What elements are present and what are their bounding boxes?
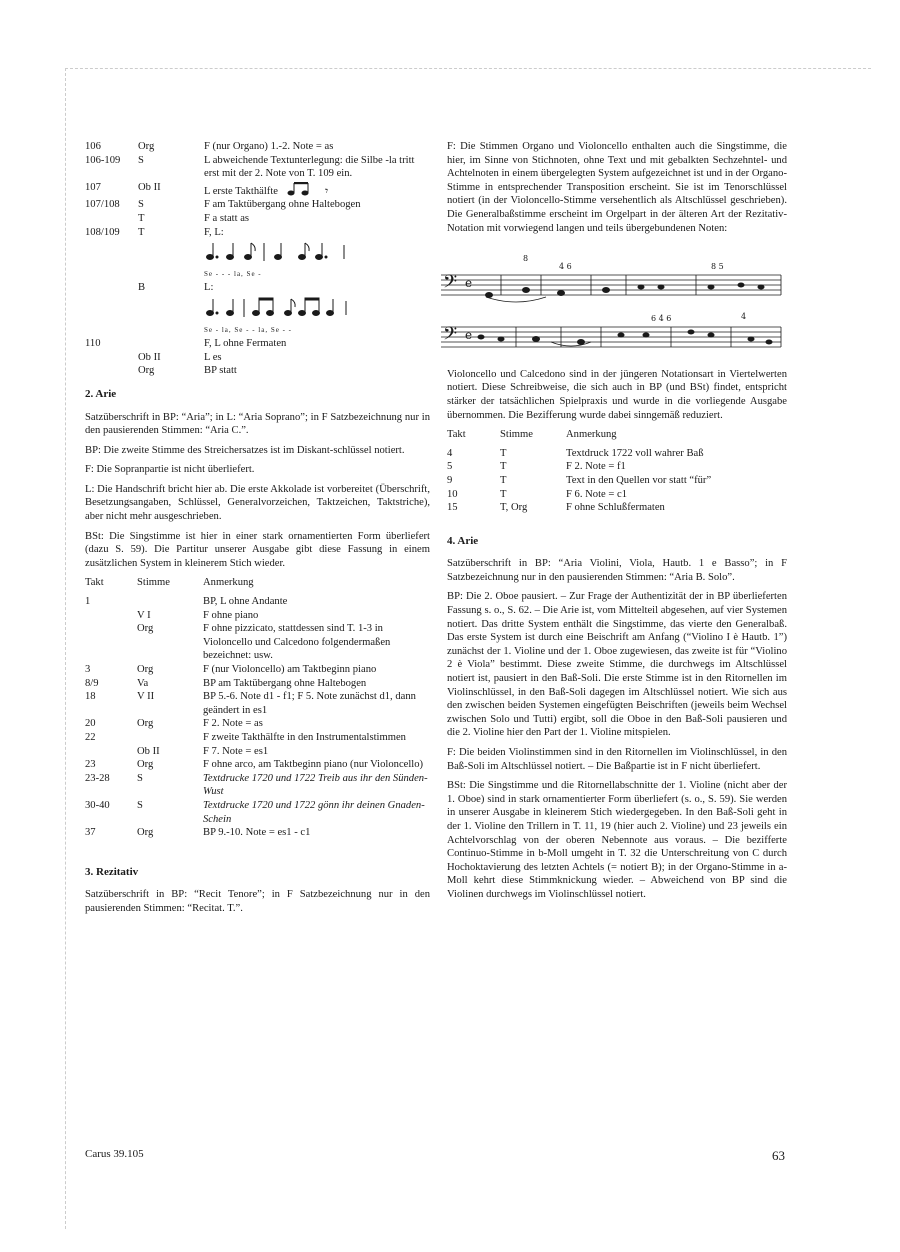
anmerkung: F 2. Note = as <box>203 718 263 730</box>
table-row <box>447 474 787 488</box>
paragraph: F: Die Stimmen Organo und Violoncello enthalten auch die Singstimme, die hier, im Sinne von Stichnoten, ohne Text und mit gebalkten Sechzehntel- und Achtelnoten in einem übergelegten System aufgezeichnet ist und in der Organo-Stimme in entsprechender Transposition erscheint. Sie ist im Tenorschlüssel notiert (in der Violoncello-Stimme versehentlich als Altschlüssel geschrieben). Die Generalbaßstimme erscheint im Orgelpart in der älteren Art der Rezitativ-Notation mit vorwiegend langen und teils übergebundenen Noten: <box>447 141 787 234</box>
paragraph: BSt: Die Singstimme und die Ritornellabschnitte der 1. Violine (nicht aber der 1. Oboe) sind in stark ornamentierter Form überliefert (s. o., S. 59). Sie werden in unserer Ausgabe in kleinerem Stich wiedergegeben. In den Baß-Soli geht in der 1. Violine den Trillern in T. 11, 19 (hier auch 2. Violine) und 23 jeweils ein Achtelvorschlag von der oberen Nebennote aus voraus. – Die bezifferte Continuo-Stimme in b-Moll umgeht in T. 32 die Unterschreitung von C durch Hochoktavierung des letzten Achtels (= notiert B); in der Organo-Stimme in a-Moll kehrt diese Stimmknickung wieder. – Abweichend von BP sind die Violinen durchwegs im Violinschlüssel notiert. <box>447 780 787 900</box>
table-row <box>447 460 787 474</box>
bass-staff-notation <box>441 247 786 357</box>
stimme: S <box>137 772 143 784</box>
table-row <box>85 731 430 745</box>
table-row <box>85 198 430 212</box>
paragraph: Satzüberschrift in BP: “Aria Violini, Viola, Hautb. 1 e Basso”; in F Satzbezeichnung nur in den pausierenden Stimmen: “Aria B. Solo”. <box>447 558 787 583</box>
anmerkung: F ohne pizzicato, stattdessen sind T. 1-3 in Violoncello und Calcedono folgendermaßen bezeichnet: usw. <box>203 623 391 662</box>
svg-text:𝄢: 𝄢 <box>443 272 458 298</box>
anmerkung-text: L: <box>204 282 214 294</box>
takt: 9 <box>447 474 453 486</box>
takt: 23-28 <box>85 772 110 784</box>
stimme: S <box>138 199 144 211</box>
takt: 107 <box>85 181 101 193</box>
anmerkung: BP statt <box>204 365 237 377</box>
svg-text:e: e <box>465 276 473 291</box>
anmerkung: BP, L ohne Andante <box>203 596 288 608</box>
lyrics: Se - la, Se - - la, Se - - <box>204 325 293 334</box>
section-title: 3. Rezitativ <box>85 865 139 878</box>
svg-text:4: 4 <box>741 312 747 322</box>
top-table <box>85 140 430 378</box>
takt <box>85 622 137 663</box>
header-stimme: Stimme <box>500 429 533 441</box>
takt: 20 <box>85 718 96 730</box>
music-notation-icon <box>204 239 364 263</box>
table-row <box>85 622 430 663</box>
stimme: Org <box>137 623 154 635</box>
table-row <box>85 337 430 351</box>
anmerkung <box>204 226 430 282</box>
paragraph: F: Die beiden Violinstimmen sind in den Ritornellen im Violinschlüssel, in den Baß-Soli im Altschlüssel notiert. – Die Baßpartie ist in F nicht überliefert. <box>447 747 787 772</box>
svg-text:8: 8 <box>523 254 529 264</box>
anmerkung: Textdruck 1722 voll wahrer Baß <box>566 447 704 459</box>
takt <box>85 364 138 378</box>
table-row <box>85 799 430 826</box>
anmerkung <box>204 281 430 337</box>
table-row <box>85 140 430 154</box>
right-column <box>443 140 787 908</box>
table-arie <box>85 576 430 839</box>
anmerkung: F ohne arco, am Taktbeginn piano (nur Violoncello) <box>203 759 424 771</box>
header-takt: Takt <box>85 577 104 589</box>
anmerkung: Textdrucke 1720 und 1722 Treib aus ihr den Sünden-Wust <box>203 772 428 798</box>
svg-text:4 6: 4 6 <box>559 262 572 272</box>
stimme: Org <box>137 759 154 771</box>
anmerkung: BP am Taktübergang ohne Haltebogen <box>203 677 367 689</box>
anmerkung: Text in den Quellen vor statt “für” <box>566 474 712 486</box>
table-row <box>447 447 787 461</box>
table-row <box>447 488 787 502</box>
table-header <box>447 428 787 447</box>
stimme: Org <box>137 827 154 839</box>
anmerkung: F a statt as <box>204 212 250 224</box>
svg-text:8 5: 8 5 <box>711 262 724 272</box>
anmerkung: BP 5.-6. Note d1 - f1; F 5. Note zunächst d1, dann geändert in es1 <box>203 691 416 716</box>
anmerkung: BP 9.-10. Note = es1 - c1 <box>203 827 311 839</box>
takt: 4 <box>447 447 453 459</box>
page-number: 63 <box>772 1148 785 1163</box>
header-takt: Takt <box>447 429 466 441</box>
paragraph: BP: Die zweite Stimme des Streichersatzes ist im Diskant-schlüssel notiert. <box>85 444 405 456</box>
takt: 37 <box>85 827 96 839</box>
table-row <box>85 772 430 799</box>
svg-text:e: e <box>465 328 473 343</box>
stimme: T <box>500 461 507 473</box>
paragraph: Satzüberschrift in BP: “Recit Tenore”; in F Satzbezeichnung nur in den pausierenden Stimmen: “Recitat. T.”. <box>85 889 430 914</box>
anmerkung: F (nur Organo) 1.-2. Note = as <box>204 141 334 152</box>
publisher-number: Carus 39.105 <box>85 1148 144 1160</box>
stimme: Org <box>138 141 155 152</box>
paragraph: Violoncello und Calcedono sind in der jüngeren Notationsart in Viertelwerten notiert. Diese Schreibweise, die sich auch in BP (und BSt) findet, entspricht stärker der tatsächlichen Spielpraxis und wurde in die vorliegende Ausgabe übernommen. Die Bezifferung wurde dabei sinngemäß reduziert. <box>447 368 787 421</box>
takt: 106-109 <box>85 154 121 166</box>
table-rezitativ <box>447 428 787 515</box>
anmerkung: F, L ohne Fermaten <box>204 338 287 350</box>
table-row <box>85 154 430 181</box>
takt: 23 <box>85 759 96 771</box>
table-row <box>85 690 430 717</box>
anmerkung-text: L erste Takthälfte <box>204 185 278 197</box>
anmerkung: F 7. Note = es1 <box>203 745 269 757</box>
stimme: Ob II <box>138 181 161 193</box>
stimme: T <box>138 226 145 238</box>
table-row <box>85 351 430 365</box>
takt: 30-40 <box>85 799 110 811</box>
takt: 18 <box>85 691 96 703</box>
stimme: S <box>138 154 144 166</box>
stimme: V I <box>137 609 151 621</box>
takt <box>85 745 137 759</box>
takt: 15 <box>447 502 458 514</box>
takt: 5 <box>447 461 453 473</box>
stimme <box>137 731 203 745</box>
table-row <box>85 609 430 623</box>
takt: 107/108 <box>85 199 120 211</box>
takt: 8/9 <box>85 677 99 689</box>
paragraph: L: Die Handschrift bricht hier ab. Die erste Akkolade ist vorbereitet (Überschrift, Besetzungsangaben, Schlüssel, Generalvorzeichen, Taktzeichen, Taktstriche), aber nicht mehr ausgeschrieben. <box>85 483 430 523</box>
table-row <box>85 663 430 677</box>
stimme: B <box>138 282 146 294</box>
stimme: T <box>138 212 145 224</box>
stimme <box>137 595 203 609</box>
left-column <box>85 140 430 922</box>
stimme: Va <box>137 677 149 689</box>
table-row <box>85 181 430 199</box>
stimme: T, Org <box>500 502 528 514</box>
takt: 10 <box>447 488 458 500</box>
stimme: T <box>500 447 507 459</box>
section-title: 4. Arie <box>447 534 479 547</box>
svg-text:𝄢: 𝄢 <box>443 324 458 350</box>
takt <box>85 351 138 365</box>
takt: 22 <box>85 731 96 743</box>
anmerkung: L abweichende Textunterlegung: die Silbe -la tritt erst mit der 2. Note von T. 109 ein. <box>204 154 415 180</box>
header-anmerkung: Anmerkung <box>566 429 617 441</box>
stimme: V II <box>137 691 155 703</box>
stimme: T <box>500 488 507 500</box>
anmerkung: Textdrucke 1720 und 1722 gönn ihr deinen Gnaden-Schein <box>203 799 425 825</box>
table-row <box>85 745 430 759</box>
stimme: Org <box>138 365 155 377</box>
music-notation-icon <box>204 295 364 319</box>
takt <box>85 212 138 226</box>
stimme: Ob II <box>138 351 161 363</box>
svg-text:𝄾: 𝄾 <box>324 183 328 197</box>
anmerkung: F 2. Note = f1 <box>566 461 626 473</box>
takt: 1 <box>85 596 91 608</box>
table-header <box>85 576 430 595</box>
table-row <box>85 364 430 378</box>
section-title: 2. Arie <box>85 387 117 400</box>
takt: 3 <box>85 664 91 675</box>
table-row <box>85 826 430 840</box>
table-row <box>85 758 430 772</box>
anmerkung: F zweite Takthälfte in den Instrumentalstimmen <box>203 731 406 743</box>
paragraph: Satzüberschrift in BP: “Aria”; in L: “Aria Soprano”; in F Satzbezeichnung nur in den pausierenden Stimmen: “Aria C.”. <box>85 411 430 437</box>
stimme <box>138 337 204 351</box>
takt: 110 <box>85 338 101 350</box>
paragraph: BP: Die 2. Oboe pausiert. – Zur Frage der Authentizität der in BP überlieferten Fassung s. o., S. 62. – Die Arie ist, vom Mittelteil abgesehen, auf vier Systemen notiert. Das dritte System enthält die Singstimme, das vierte den Generalbaß. Das erste System ist durch eine Beischrift am Anfang (“Violino I è Hautb. 1”) zunächst der 1. Violine und der 1. Oboe zugewiesen, das zweite ist für “Violino 2 è Viola” bestimmt. Diese zweite Stimme, die durchwegs im Altschlüssel notiert ist, pausiert in den Baß-Soli. Die erste Stimme ist in den Ritornellen im Violinschlüssel, in den Baß-Soli dagegen im Altschlüssel notiert. Wie sich aus den zwischen beiden Systemen eingefügten Beischriften (jeweils beim Wechsel zwischen Solo und Tutti) ergibt, soll die Oboe in den Baß-Soli pausieren und die 2. Violine hier den Part der 1. Violine mitspielen. <box>447 591 787 739</box>
anmerkung: F (nur Violoncello) am Taktbeginn piano <box>203 664 377 675</box>
anmerkung: L es <box>204 351 222 363</box>
header-stimme: Stimme <box>137 577 170 589</box>
stimme: T <box>500 474 507 486</box>
takt: 108/109 <box>85 226 120 238</box>
anmerkung: F 6. Note = c1 <box>566 488 627 500</box>
header-anmerkung: Anmerkung <box>203 577 254 589</box>
table-row <box>85 595 430 609</box>
anmerkung <box>204 181 430 199</box>
stimme: S <box>137 799 143 811</box>
stimme: Org <box>137 718 154 730</box>
table-row <box>85 226 430 282</box>
table-row <box>447 501 787 515</box>
table-row <box>85 677 430 691</box>
anmerkung: F ohne piano <box>203 609 259 621</box>
paragraph: BSt: Die Singstimme ist hier in einer stark ornamentierten Form überliefert (dazu S. 59). Die Partitur unserer Ausgabe gibt diese Fassung in einem zusätzlichen System in kleinerem Stich wieder. <box>85 530 430 569</box>
table-row <box>85 717 430 731</box>
anmerkung-text: F, L: <box>204 226 224 238</box>
takt: 106 <box>85 141 101 152</box>
table-row <box>85 212 430 226</box>
stimme: Ob II <box>137 745 160 757</box>
lyrics: Se - - - la, Se - <box>204 269 262 278</box>
music-notes-icon <box>285 181 345 197</box>
anmerkung: F am Taktübergang ohne Haltebogen <box>204 199 361 211</box>
paragraph: F: Die Sopranpartie ist nicht überliefert. <box>85 464 255 476</box>
svg-text:6 4 6: 6 4 6 <box>651 314 672 324</box>
table-row <box>85 281 430 337</box>
stimme: Org <box>137 664 154 675</box>
anmerkung: F ohne Schlußfermaten <box>566 502 665 514</box>
takt <box>85 609 137 623</box>
